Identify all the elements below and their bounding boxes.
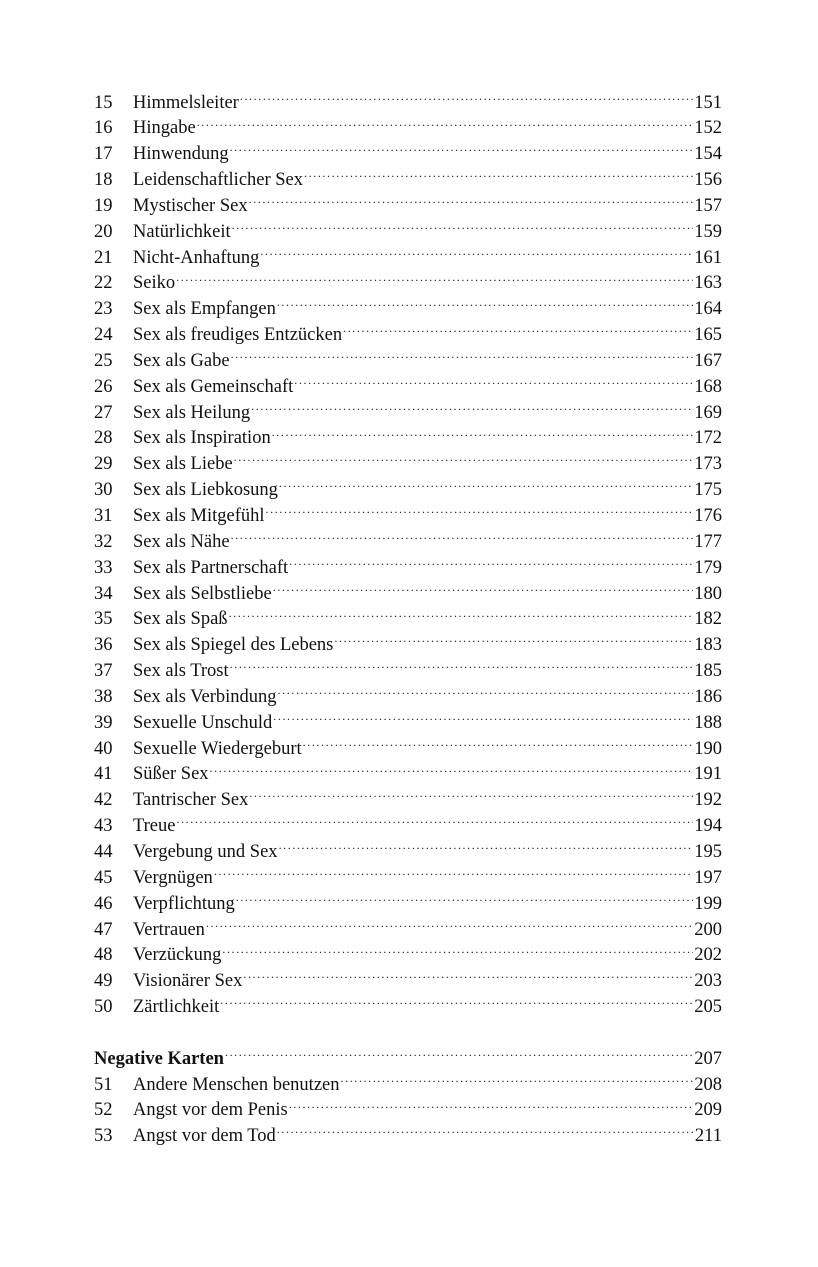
dot-leader	[260, 244, 693, 263]
toc-entry[interactable]	[94, 1123, 722, 1149]
entry-number: 32	[94, 531, 113, 552]
entry-number: 15	[94, 92, 113, 113]
toc-entry[interactable]	[94, 864, 722, 890]
entry-number: 48	[94, 945, 113, 966]
entry-page-number: 159	[694, 221, 722, 242]
entry-number: 31	[94, 506, 113, 526]
dot-leader	[272, 425, 694, 444]
entry-page-number: 197	[694, 867, 722, 888]
toc-entry[interactable]	[94, 890, 722, 916]
dot-leader	[251, 399, 693, 418]
dot-leader	[303, 735, 694, 754]
entry-page-number: 173	[694, 454, 722, 475]
dot-leader	[214, 864, 693, 883]
entry-page-number: 165	[694, 325, 722, 346]
entry-number: 16	[94, 118, 113, 139]
entry-title: Sex als Partnerschaft	[133, 557, 289, 578]
entry-page-number: 180	[694, 583, 722, 604]
entry-title: Süßer Sex	[133, 764, 209, 785]
entry-title: Sex als Heilung	[133, 402, 251, 423]
entry-number: 22	[94, 273, 113, 294]
toc-entry[interactable]	[94, 218, 722, 244]
dot-leader	[229, 606, 694, 625]
toc-entry[interactable]	[94, 658, 722, 684]
toc-entry[interactable]	[94, 115, 722, 141]
toc-list-negative	[94, 1071, 722, 1149]
entry-title: Nicht-Anhaftung	[133, 247, 260, 268]
toc-entry[interactable]	[94, 968, 722, 994]
entry-number: 43	[94, 816, 113, 837]
toc-entry[interactable]	[94, 399, 722, 425]
entry-number: 30	[94, 480, 113, 501]
dot-leader	[197, 115, 694, 134]
entry-page-number: 152	[694, 118, 722, 139]
dot-leader	[222, 942, 693, 961]
section-title: Negative Karten	[94, 1048, 224, 1069]
entry-page-number: 163	[694, 273, 722, 294]
entry-title: Vergnügen	[133, 867, 213, 888]
dot-leader	[334, 632, 693, 651]
toc-entry[interactable]	[94, 528, 722, 554]
entry-number: 51	[94, 1074, 113, 1095]
toc-entry[interactable]	[94, 451, 722, 477]
entry-number: 29	[94, 454, 113, 475]
dot-leader	[234, 451, 694, 470]
entry-title: Sex als Mitgefühl	[133, 506, 265, 526]
toc-entry[interactable]	[94, 89, 722, 115]
toc-entry[interactable]	[94, 761, 722, 787]
toc-entry[interactable]	[94, 632, 722, 658]
entry-number: 23	[94, 299, 113, 320]
toc-entry[interactable]	[94, 1097, 722, 1123]
entry-page-number: 209	[694, 1100, 722, 1121]
entry-title: Andere Menschen benutzen	[133, 1074, 340, 1095]
entry-title: Hingabe	[133, 118, 196, 139]
entry-number: 39	[94, 712, 113, 733]
entry-title: Hinwendung	[133, 144, 229, 165]
dot-leader	[277, 296, 693, 315]
dot-leader	[289, 1097, 694, 1116]
dot-leader	[249, 192, 694, 211]
entry-title: Sex als Liebkosung	[133, 480, 278, 501]
entry-title: Verzückung	[133, 945, 222, 966]
entry-title: Himmelsleiter	[133, 92, 239, 113]
entry-page-number: 200	[694, 919, 722, 940]
entry-title: Angst vor dem Penis	[133, 1100, 288, 1121]
entry-page-number: 172	[694, 428, 722, 449]
entry-page-number: 203	[694, 971, 722, 992]
entry-number: 38	[94, 686, 113, 707]
entry-title: Sex als Selbstliebe	[133, 583, 272, 604]
dot-leader	[294, 373, 693, 392]
entry-title: Sex als Nähe	[133, 531, 230, 552]
entry-title: Mystischer Sex	[133, 195, 248, 216]
toc-entry[interactable]	[94, 425, 722, 451]
entry-page-number: 157	[694, 195, 722, 216]
toc-entry[interactable]	[94, 244, 722, 270]
entry-title: Angst vor dem Tod	[133, 1126, 276, 1147]
entry-number: 41	[94, 764, 113, 785]
entry-title: Vergebung und Sex	[133, 841, 278, 862]
dot-leader	[273, 580, 694, 599]
dot-leader	[341, 1071, 694, 1090]
toc-entry[interactable]	[94, 735, 722, 761]
dot-leader	[231, 347, 694, 366]
dot-leader	[266, 503, 694, 522]
dot-leader	[230, 141, 694, 160]
dot-leader	[220, 994, 693, 1013]
entry-title: Sex als Empfangen	[133, 299, 276, 320]
entry-title: Natürlichkeit	[133, 221, 231, 242]
dot-leader	[273, 709, 693, 728]
entry-page-number: 168	[694, 376, 722, 397]
toc-entry[interactable]	[94, 270, 722, 296]
entry-page-number: 192	[694, 790, 722, 811]
entry-title: Sex als Spaß	[133, 609, 228, 630]
entry-number: 42	[94, 790, 113, 811]
entry-page-number: 188	[694, 712, 722, 733]
entry-title: Sex als Gabe	[133, 350, 230, 371]
entry-title: Sex als freudiges Entzücken	[133, 325, 343, 346]
entry-page-number: 169	[694, 402, 722, 423]
toc-entry[interactable]	[94, 942, 722, 968]
dot-leader	[225, 1045, 693, 1064]
entry-page-number: 194	[694, 816, 722, 837]
dot-leader	[176, 270, 693, 289]
entry-page-number: 205	[694, 997, 722, 1018]
dot-leader	[206, 916, 693, 935]
entry-page-number: 167	[694, 350, 722, 371]
entry-page-number: 191	[694, 764, 722, 785]
entry-page-number: 182	[694, 609, 722, 630]
toc-entry[interactable]	[94, 1071, 722, 1097]
entry-number: 21	[94, 247, 113, 268]
dot-leader	[279, 477, 693, 496]
toc-entry[interactable]	[94, 994, 722, 1020]
entry-page-number: 183	[694, 635, 722, 656]
entry-page-number: 190	[694, 738, 722, 759]
dot-leader	[277, 1123, 694, 1142]
entry-title: Vertrauen	[133, 919, 205, 940]
dot-leader	[240, 89, 693, 108]
entry-number: 35	[94, 609, 113, 630]
entry-page-number: 156	[694, 170, 722, 191]
entry-number: 52	[94, 1100, 113, 1121]
entry-number: 36	[94, 635, 113, 656]
entry-number: 50	[94, 997, 113, 1018]
entry-page-number: 177	[694, 531, 722, 552]
entry-number: 17	[94, 144, 113, 165]
entry-title: Verpflichtung	[133, 893, 235, 914]
entry-number: 44	[94, 841, 113, 862]
entry-title: Visionärer Sex	[133, 971, 243, 992]
entry-number: 53	[94, 1126, 113, 1147]
dot-leader	[278, 683, 694, 702]
dot-leader	[230, 658, 694, 677]
toc-entry[interactable]	[94, 503, 722, 529]
dot-leader	[243, 968, 693, 987]
entry-page-number: 175	[694, 480, 722, 501]
toc-entry[interactable]	[94, 838, 722, 864]
entry-title: Sex als Liebe	[133, 454, 233, 475]
entry-title: Sex als Spiegel des Lebens	[133, 635, 334, 656]
entry-title: Sexuelle Wiedergeburt	[133, 738, 302, 759]
toc-entry[interactable]	[94, 916, 722, 942]
entry-page-number: 161	[694, 247, 722, 268]
toc-entry[interactable]	[94, 787, 722, 813]
entry-number: 18	[94, 170, 113, 191]
dot-leader	[304, 167, 693, 186]
toc-entry[interactable]	[94, 167, 722, 193]
entry-number: 40	[94, 738, 113, 759]
entry-page-number: 164	[694, 299, 722, 320]
toc-list-positive	[94, 89, 722, 1019]
entry-number: 28	[94, 428, 113, 449]
dot-leader	[236, 890, 694, 909]
entry-title: Zärtlichkeit	[133, 997, 220, 1018]
toc-entry[interactable]	[94, 580, 722, 606]
dot-leader	[279, 838, 694, 857]
section-page-number: 207	[694, 1048, 722, 1069]
entry-page-number: 199	[694, 893, 722, 914]
entry-title: Seiko	[133, 273, 176, 294]
toc-entry[interactable]	[94, 141, 722, 167]
dot-leader	[343, 322, 693, 341]
entry-number: 45	[94, 867, 113, 888]
entry-page-number: 185	[694, 661, 722, 682]
entry-page-number: 151	[694, 92, 722, 113]
entry-page-number: 195	[694, 841, 722, 862]
entry-number: 24	[94, 325, 113, 346]
dot-leader	[231, 528, 694, 547]
entry-title: Sex als Verbindung	[133, 686, 277, 707]
section-spacer	[94, 1019, 722, 1045]
entry-number: 34	[94, 583, 113, 604]
toc-entry[interactable]	[94, 606, 722, 632]
entry-page-number: 154	[694, 144, 722, 165]
entry-title: Leidenschaftlicher Sex	[133, 170, 304, 191]
entry-number: 47	[94, 919, 113, 940]
entry-number: 25	[94, 350, 113, 371]
entry-title: Treue	[133, 816, 176, 837]
toc-entry[interactable]	[94, 296, 722, 322]
entry-page-number: 176	[694, 506, 722, 526]
toc-entry[interactable]	[94, 347, 722, 373]
dot-leader	[176, 813, 693, 832]
dot-leader	[249, 787, 693, 806]
entry-title: Sex als Trost	[133, 661, 229, 682]
entry-page-number: 211	[694, 1126, 722, 1147]
entry-number: 49	[94, 971, 113, 992]
entry-title: Sex als Gemeinschaft	[133, 376, 294, 397]
entry-title: Tantrischer Sex	[133, 790, 249, 811]
table-of-contents	[94, 89, 722, 1149]
toc-entry[interactable]	[94, 477, 722, 503]
toc-section-heading[interactable]	[94, 1045, 722, 1071]
entry-number: 26	[94, 376, 113, 397]
toc-entry[interactable]	[94, 554, 722, 580]
dot-leader	[289, 554, 693, 573]
entry-number: 20	[94, 221, 113, 242]
toc-entry[interactable]	[94, 192, 722, 218]
entry-page-number: 208	[694, 1074, 722, 1095]
entry-title: Sexuelle Unschuld	[133, 712, 273, 733]
entry-title: Sex als Inspiration	[133, 428, 271, 449]
toc-entry[interactable]	[94, 709, 722, 735]
entry-number: 46	[94, 893, 113, 914]
entry-number: 27	[94, 402, 113, 423]
entry-number: 19	[94, 195, 113, 216]
entry-page-number: 179	[694, 557, 722, 578]
entry-number: 33	[94, 557, 113, 578]
entry-page-number: 186	[694, 686, 722, 707]
dot-leader	[210, 761, 694, 780]
entry-number: 37	[94, 661, 113, 682]
toc-entry[interactable]	[94, 322, 722, 348]
entry-page-number: 202	[694, 945, 722, 966]
dot-leader	[232, 218, 694, 237]
toc-entry[interactable]	[94, 813, 722, 839]
toc-entry[interactable]	[94, 373, 722, 399]
toc-entry[interactable]	[94, 683, 722, 709]
